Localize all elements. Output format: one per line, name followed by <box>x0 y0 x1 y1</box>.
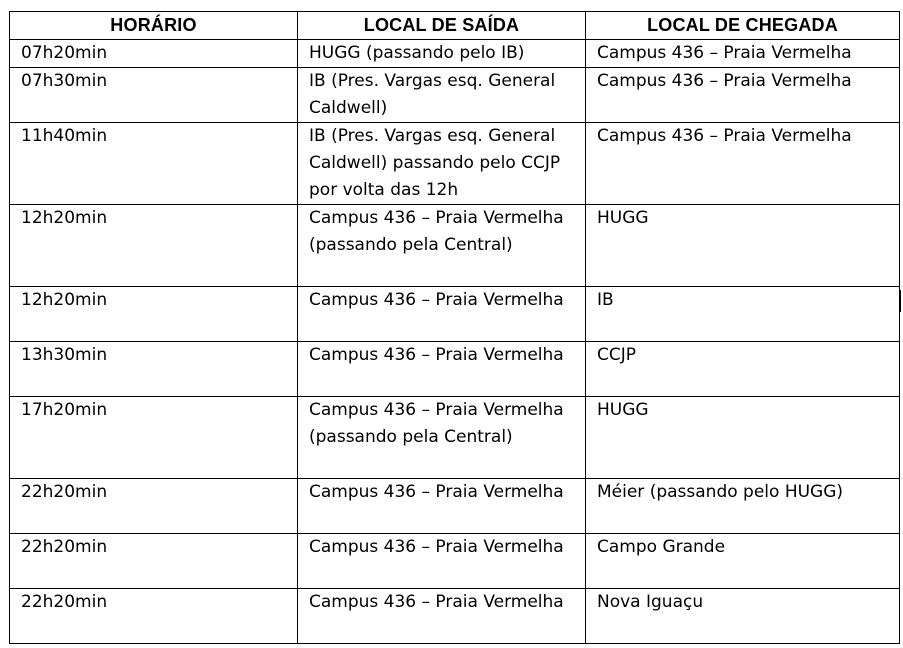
arrival-cell: Campo Grande <box>586 534 900 589</box>
header-row <box>10 12 900 40</box>
table-row <box>10 205 900 287</box>
table-row <box>10 534 900 589</box>
table-row <box>10 342 900 397</box>
time-cell: 22h20min <box>10 534 298 589</box>
arrival-cell: Nova Iguaçu <box>586 589 900 644</box>
bus-schedule-table <box>9 11 900 644</box>
departure-cell: Campus 436 – Praia Vermelha (passando pela Central) <box>298 205 586 287</box>
header-time: HORÁRIO <box>10 12 298 40</box>
time-cell: 12h20min <box>10 205 298 287</box>
departure-cell: Campus 436 – Praia Vermelha <box>298 479 586 534</box>
arrival-cell: CCJP <box>586 342 900 397</box>
arrival-cell: Campus 436 – Praia Vermelha <box>586 68 900 123</box>
time-cell: 17h20min <box>10 397 298 479</box>
text-cursor <box>899 290 901 312</box>
table-row <box>10 123 900 205</box>
time-cell: 12h20min <box>10 287 298 342</box>
table-row <box>10 479 900 534</box>
arrival-cell: HUGG <box>586 397 900 479</box>
time-cell: 13h30min <box>10 342 298 397</box>
departure-cell: Campus 436 – Praia Vermelha (passando pela Central) <box>298 397 586 479</box>
table-row <box>10 589 900 644</box>
table-row <box>10 397 900 479</box>
arrival-cell: Méier (passando pelo HUGG) <box>586 479 900 534</box>
departure-cell: IB (Pres. Vargas esq. General Caldwell) <box>298 68 586 123</box>
header-arrival: LOCAL DE CHEGADA <box>586 12 900 40</box>
table-row <box>10 287 900 342</box>
time-cell: 11h40min <box>10 123 298 205</box>
time-cell: 07h30min <box>10 68 298 123</box>
time-cell: 22h20min <box>10 479 298 534</box>
time-cell: 07h20min <box>10 40 298 68</box>
arrival-cell: HUGG <box>586 205 900 287</box>
departure-cell: HUGG (passando pelo IB) <box>298 40 586 68</box>
header-departure: LOCAL DE SAÍDA <box>298 12 586 40</box>
table-row <box>10 40 900 68</box>
arrival-cell: Campus 436 – Praia Vermelha <box>586 123 900 205</box>
time-cell: 22h20min <box>10 589 298 644</box>
departure-cell: Campus 436 – Praia Vermelha <box>298 589 586 644</box>
departure-cell: IB (Pres. Vargas esq. General Caldwell) passando pelo CCJP por volta das 12h <box>298 123 586 205</box>
arrival-cell: Campus 436 – Praia Vermelha <box>586 40 900 68</box>
departure-cell: Campus 436 – Praia Vermelha <box>298 342 586 397</box>
departure-cell: Campus 436 – Praia Vermelha <box>298 287 586 342</box>
arrival-cell: IB <box>586 287 900 342</box>
departure-cell: Campus 436 – Praia Vermelha <box>298 534 586 589</box>
table-row <box>10 68 900 123</box>
